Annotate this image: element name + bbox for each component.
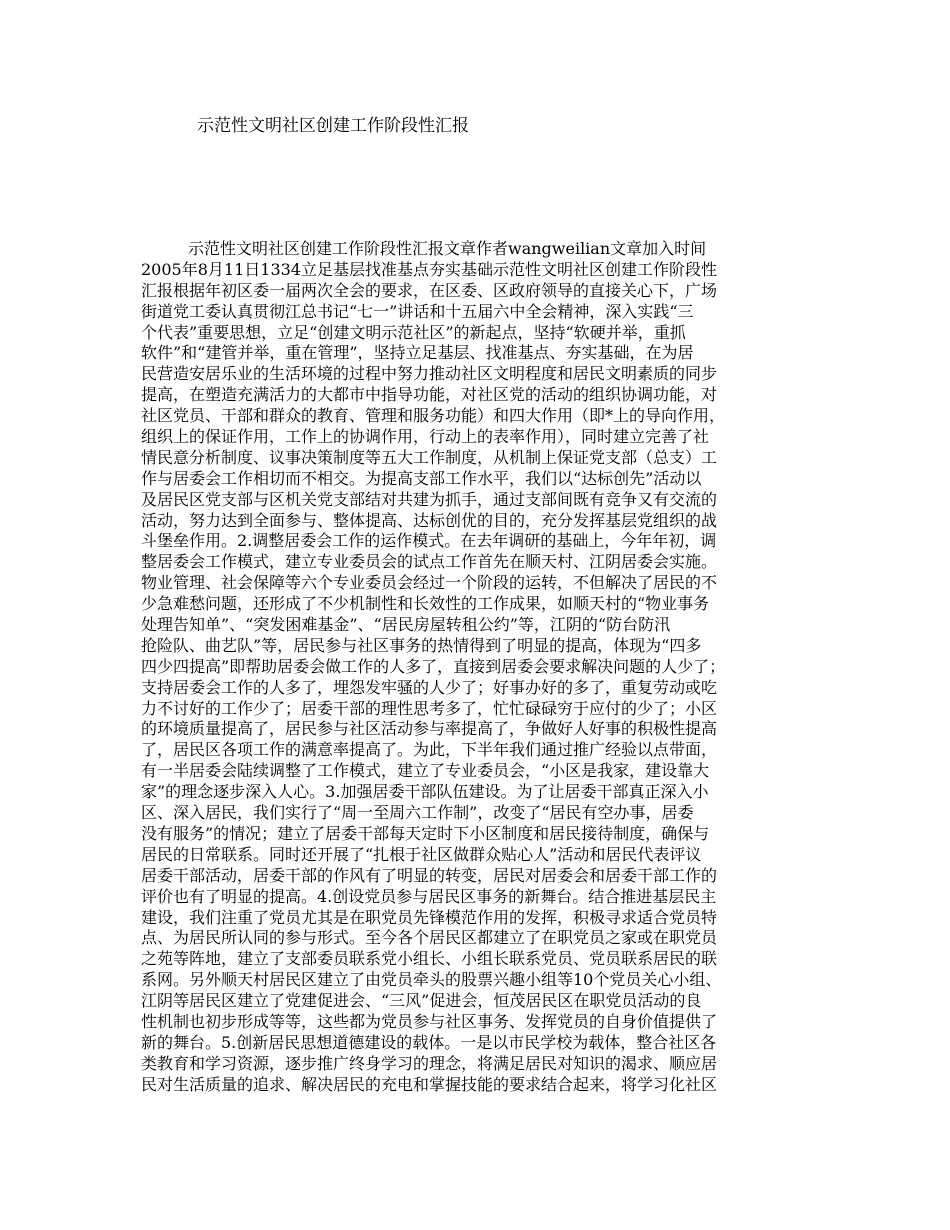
body-text-line: 街道党工委认真贯彻江总书记“七一”讲话和十五届六中全会精神，深入实践“三: [141, 301, 694, 321]
body-text-line: 民营造安居乐业的生活环境的过程中努力推动社区文明程度和居民文明素质的同步: [141, 364, 718, 384]
body-text-line: 新的舞台。5.创新居民思想道德建设的载体。一是以市民学校为载体，整合社区各: [141, 1032, 717, 1052]
body-text-line: 之苑等阵地，建立了支部委员联系党小组长、小组长联系党员、党员联系居民的联: [141, 949, 718, 969]
body-text-line: 居委干部活动，居委干部的作风有了明显的转变，居民对居委会和居委干部工作的: [141, 865, 718, 885]
body-text-line: 少急难愁问题，还形成了不少机制性和长效性的工作成果，如顺天村的“物业事务: [141, 594, 710, 614]
body-text-line: 及居民区党支部与区机关党支部结对共建为抓手，通过支部间既有竞争又有交流的: [141, 489, 718, 509]
body-text-line: 情民意分析制度、议事决策制度等五大工作制度，从机制上保证党支部（总支）工: [141, 447, 718, 467]
body-text-line: 斗堡垒作用。2.调整居委会工作的运作模式。在去年调研的基础上，今年年初，调: [141, 531, 717, 551]
body-text-line: 点、为居民所认同的参与形式。至今各个居民区都建立了在职党员之家或在职党员: [141, 928, 718, 948]
body-text-line: 建设，我们注重了党员尤其是在职党员先锋模范作用的发挥，积极寻求适合党员特: [141, 907, 718, 927]
body-text-line: 汇报根据年初区委一届两次全会的要求，在区委、区政府领导的直接关心下，广场: [141, 280, 718, 300]
body-text-line: 个代表”重要思想，立足“创建文明示范社区”的新起点，坚持“软硬并举，重抓: [141, 322, 686, 342]
body-text-line: 力不讨好的工作少了；居委干部的理性思考多了，忙忙碌碌穷于应付的少了；小区: [141, 698, 718, 718]
body-text-line: 提高，在塑造充满活力的大都市中指导功能，对社区党的活动的组织协调功能，对: [141, 385, 718, 405]
body-text-line: 抢险队、曲艺队”等，居民参与社区事务的热情得到了明显的提高，体现为“四多: [141, 635, 702, 655]
body-text-line: 的环境质量提高了，居民参与社区活动参与率提高了，争做好人好事的积极性提高: [141, 719, 718, 739]
body-text-line: 性机制也初步形成等等，这些都为党员参与社区事务、发挥党员的自身价值提供了: [141, 1011, 718, 1031]
body-text-line: 有一半居委会陆续调整了工作模式，建立了专业委员会，“小区是我家，建设靠大: [141, 761, 710, 781]
body-text-line: 社区党员、干部和群众的教育、管理和服务功能）和四大作用（即*上的导向作用，: [141, 406, 726, 426]
body-text-line: 组织上的保证作用，工作上的协调作用，行动上的表率作用），同时建立完善了社: [141, 427, 710, 447]
body-text-line: 物业管理、社会保障等六个专业委员会经过一个阶段的运转，不但解决了居民的不: [141, 573, 718, 593]
body-text-line: 类教育和学习资源，逐步推广终身学习的理念，将满足居民对知识的渴求、顺应居: [141, 1053, 718, 1073]
body-text-line: 作与居委会工作相切而不相交。为提高支部工作水平，我们以“达标创先”活动以: [141, 468, 702, 488]
body-text-line: 处理告知单”、“突发困难基金”、“居民房屋转租公约”等，江阴的“防台防汛: [141, 615, 671, 635]
body-text-line: 家”的理念逐步深入人心。3.加强居委干部队伍建设。为了让居委干部真正深入小: [141, 782, 709, 802]
body-text-line: 没有服务”的情况；建立了居委干部每天定时下小区制度和居民接待制度，确保与: [141, 823, 710, 843]
body-text-line: 了，居民区各项工作的满意率提高了。为此，下半年我们通过推广经验以点带面，: [141, 740, 718, 760]
body-text-line: 软件”和“建管并举，重在管理”，坚持立足基层、找准基点、夯实基础，在为居: [141, 343, 694, 363]
body-text-line: 江阴等居民区建立了党建促进会、“三风”促进会，恒茂居民区在职党员活动的良: [141, 991, 702, 1011]
body-text-line: 支持居委会工作的人多了，埋怨发牢骚的人少了；好事办好的多了，重复劳动或吃: [141, 677, 718, 697]
body-text-line: 民对生活质量的追求、解决居民的充电和掌握技能的要求结合起来，将学习化社区: [141, 1074, 718, 1094]
body-text-line: 活动，努力达到全面参与、整体提高、达标创优的目的，充分发挥基层党组织的战: [141, 510, 718, 530]
body-text-line: 2005年8月11日1334立足基层找准基点夯实基础示范性文明社区创建工作阶段性: [141, 259, 717, 279]
body-text-line: 四少四提高”即帮助居委会做工作的人多了，直接到居委会要求解决问题的人少了；: [141, 656, 726, 676]
body-text-line: 系网。另外顺天村居民区建立了由党员牵头的股票兴趣小组等10个党员关心小组、: [141, 970, 722, 990]
body-text-line: 居民的日常联系。同时还开展了“扎根于社区做群众贴心人”活动和居民代表评议: [141, 844, 702, 864]
body-text-line: 评价也有了明显的提高。4.创设党员参与居民区事务的新舞台。结合推进基层民主: [141, 886, 717, 906]
body-text-line: 整居委会工作模式，建立专业委员会的试点工作首先在顺天村、江阴居委会实施。: [141, 552, 718, 572]
body-text-line: 示范性文明社区创建工作阶段性汇报文章作者wangweilian文章加入时间: [188, 239, 707, 258]
document-body: [141, 239, 821, 1096]
document-title: 示范性文明社区创建工作阶段性汇报: [197, 116, 469, 136]
body-text-line: 区、深入居民，我们实行了“周一至周六工作制”，改变了“居民有空办事，居委: [141, 803, 694, 823]
